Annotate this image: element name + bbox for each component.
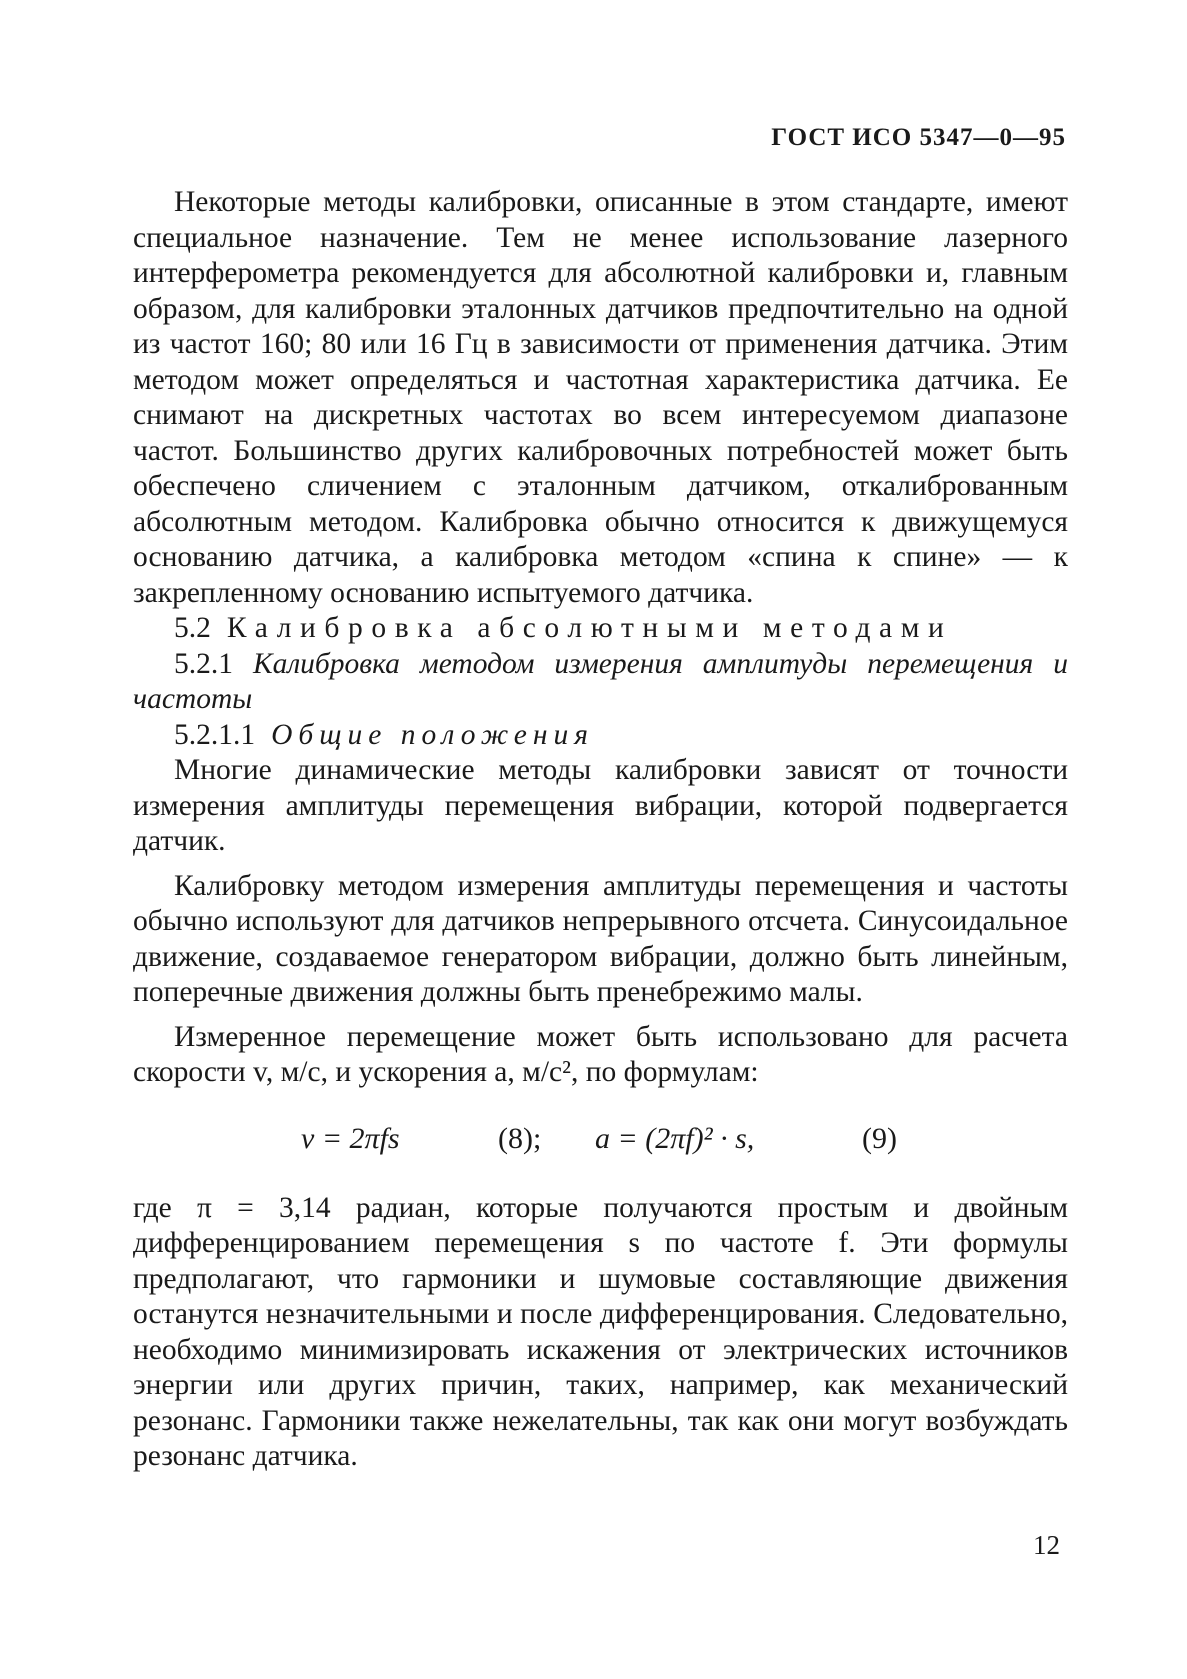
document-header: ГОСТ ИСО 5347—0—95: [771, 124, 1066, 151]
page-number: 12: [1033, 1530, 1060, 1560]
paragraph-dynamic-methods: Многие динамические методы калибровки зависят от точности измерения амплитуды перемещения вибрации, которой подвергается датчик.: [133, 754, 1068, 857]
formula-number-9: (9): [862, 1121, 897, 1155]
formula-block: [133, 1121, 1068, 1161]
subsubsection-title: Общие положения: [271, 718, 594, 751]
formula-number-8: (8);: [498, 1121, 542, 1155]
paragraph-intro: Некоторые методы калибровки, описанные в этом стандарте, имеют специальное назначение. Тем не менее использование лазерного интерферометра рекомендуется для абсолютной калибровки и, главным образом, для калибровки эталонных датчиков предпочтительно на одной из частот 160; 80 или 16 Гц в зависимости от применения датчика. Этим методом может определяться и частотная характеристика датчика. Ее снимают на дискретных частотах во всем интересуемом диапазоне частот. Большинство других калибровочных потребностей может быть обеспечено сличением с эталонным датчиком, откалиброванным абсолютным методом. Калибровка обычно относится к движущемуся основанию датчика, а калибровка методом «спина к спине» — к закрепленному основанию испытуемого датчика.: [133, 186, 1068, 609]
subsubsection-number: 5.2.1.1: [174, 718, 256, 751]
document-body: [133, 185, 1068, 1475]
paragraph-formula-intro: Измеренное перемещение может быть использовано для расчета скорости v, м/с, и ускорения a, м/с², по формулам:: [133, 1020, 1068, 1088]
section-heading: [133, 611, 1068, 647]
subsection-heading: [133, 647, 1068, 718]
subsubsection-heading: [133, 718, 1068, 754]
section-title: Калибровка абсолютными методами: [226, 612, 953, 644]
formula-acceleration: a = (2πf)² · s,: [595, 1121, 755, 1155]
paragraph-formula-explanation: где π = 3,14 радиан, которые получаются простым и двойным дифференцированием перемещения s по частоте f. Эти формулы предполагают, что гармоники и шумовые составляющие движения останутся незначительными и после дифференцирования. Следовательно, необходимо минимизировать искажения от электрических источников энергии или других причин, таких, например, как механический резонанс. Гармоники также нежелательны, так как они могут возбуждать резонанс датчика.: [133, 1191, 1068, 1472]
paragraph-continuous-sensors: Калибровку методом измерения амплитуды перемещения и частоты обычно используют для датчиков непрерывного отсчета. Синусоидальное движение, создаваемое генератором вибрации, должно быть линейным, поперечные движения должны быть пренебрежимо малы.: [133, 869, 1068, 1008]
subsection-title: Калибровка методом измерения амплитуды перемещения и частоты: [133, 647, 1068, 715]
section-number: 5.2: [174, 612, 211, 644]
formula-velocity: v = 2πfs: [301, 1121, 400, 1155]
subsection-number: 5.2.1: [174, 647, 233, 680]
